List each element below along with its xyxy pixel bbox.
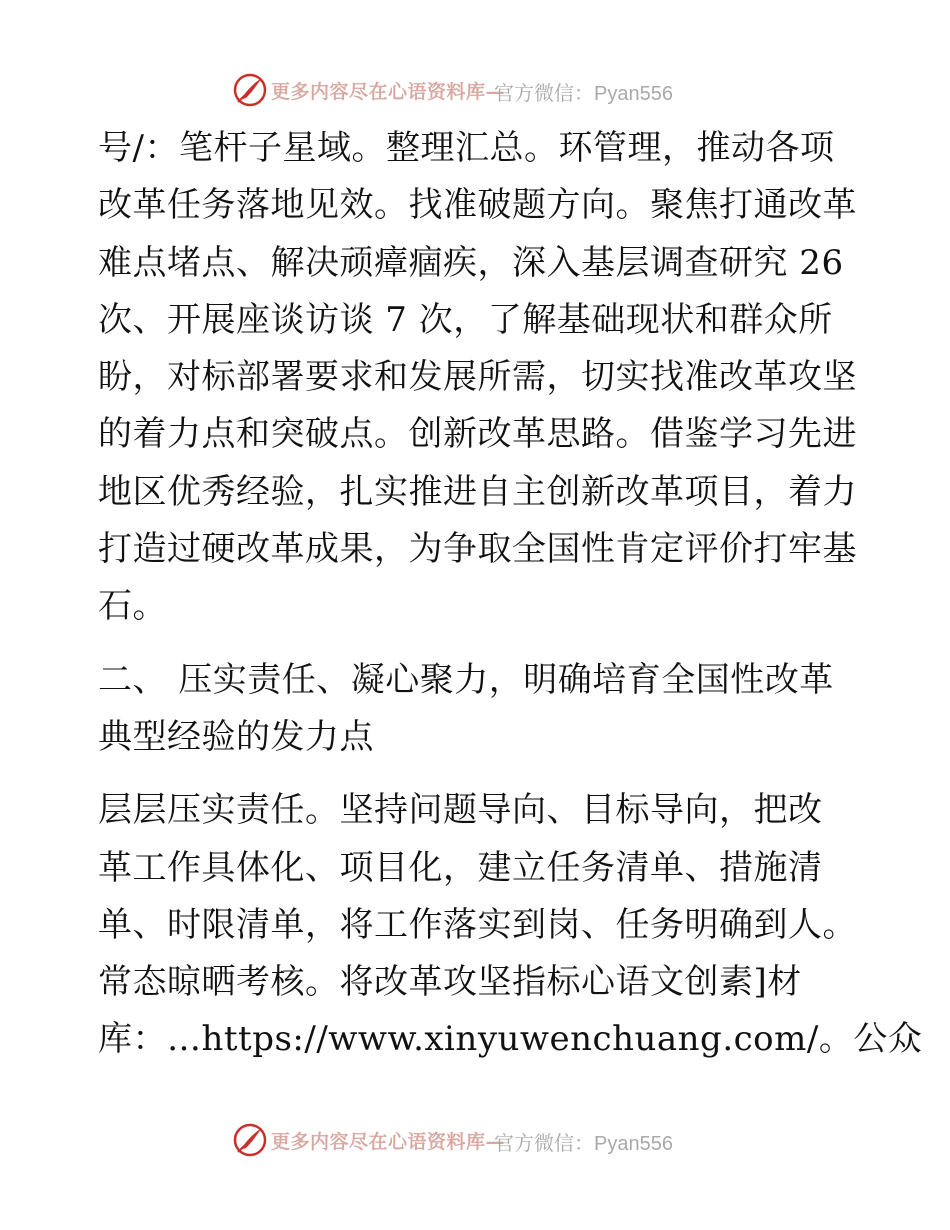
text-line: 库：…https://www.xinyuwenchuang.com/。公众 [98,1019,923,1060]
text-line: 单、时限清单，将工作落实到岗、任务明确到人。 [98,904,857,945]
document-body [98,120,923,1069]
text-line: 层层压实责任。坚持问题导向、目标导向，把改 [98,790,823,831]
text-line: 常态晾晒考核。将改革攻坚指标心语文创素]材 [98,962,802,1003]
heading-line: 二、 压实责任、凝心聚力，明确培育全国性改革 [98,659,834,700]
text-line: 地区优秀经验，扎实推进自主创新改革项目，着力 [98,471,857,512]
text-line: 的着力点和突破点。创新改革思路。借鉴学习先进 [98,414,857,455]
section-heading-two [98,652,858,767]
watermark-wechat-label: 官方微信： [494,1133,594,1155]
text-line: 改革任务落地见效。找准破题方向。聚焦打通改革 [98,185,857,226]
text-line: 革工作具体化、项目化，建立任务清单、措施清 [98,847,823,888]
watermark-wechat [494,77,673,106]
text-line: 盼，对标部署要求和发展所需，切实找准改革攻坚 [98,357,857,398]
paragraph-reform-progress [98,120,858,636]
watermark-wechat-label: 官方微信： [494,83,594,105]
quill-logo-icon [232,1122,268,1158]
text-line: 打造过硬改革成果，为争取全国性肯定评价打牢基 [98,529,857,570]
watermark-footer [0,1120,950,1160]
heading-line: 典型经验的发力点 [98,716,374,757]
watermark-wechat-id: Pyan556 [594,1133,673,1155]
watermark-site-text: 更多内容尽在心语资料库— [271,1131,506,1153]
watermark-wechat-id: Pyan556 [594,83,673,105]
text-line: 石。 [98,586,167,627]
text-line: 难点堵点、解决顽瘴痼疾，深入基层调查研究 26 [98,242,844,283]
text-line: 次、开展座谈访谈 7 次，了解基础现状和群众所 [98,299,833,340]
paragraph-responsibility [98,782,923,1068]
watermark-header [0,70,950,110]
text-line: 号/：笔杆子星域。整理汇总。环管理，推动各项 [98,128,835,168]
quill-logo-icon [232,72,268,108]
watermark-site-text: 更多内容尽在心语资料库— [271,81,506,103]
watermark-wechat [494,1127,673,1156]
